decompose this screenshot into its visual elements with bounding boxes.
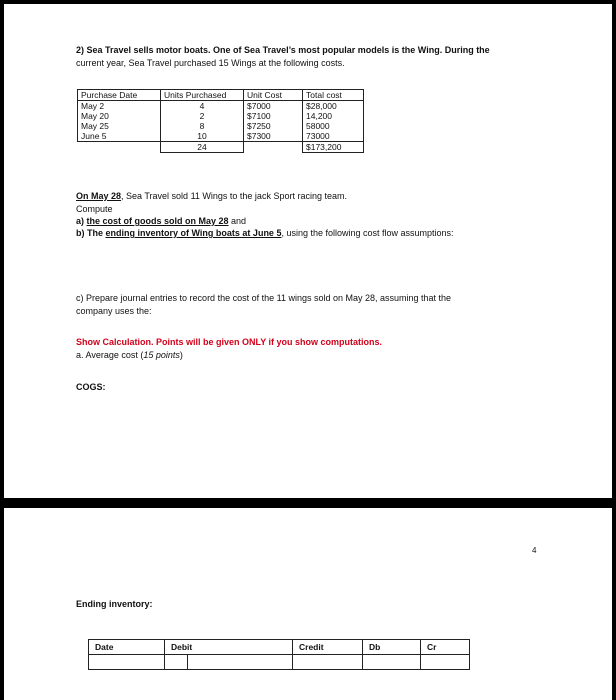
sale-text: , Sea Travel sold 11 Wings to the jack Sport racing team. xyxy=(121,191,347,201)
units-purchased: 2 xyxy=(161,111,244,121)
col-header-total-cost: Total cost xyxy=(303,90,364,101)
cr-cell[interactable] xyxy=(421,655,470,670)
col-header-date: Date xyxy=(89,640,165,655)
grand-total-cost: $173,200 xyxy=(303,142,364,153)
ending-inventory-label: Ending inventory: xyxy=(76,599,153,609)
col-header-db: Db xyxy=(363,640,421,655)
purchase-cost-table xyxy=(77,89,364,153)
unit-cost: $7300 xyxy=(244,131,303,142)
date-cell[interactable] xyxy=(89,655,165,670)
part-c-line-2: company uses the: xyxy=(76,306,152,316)
col-header-cr: Cr xyxy=(421,640,470,655)
col-header-debit: Debit xyxy=(165,640,293,655)
total-cost: $28,000 xyxy=(303,101,364,112)
instruction-text: Show Calculation. Points will be given ONLY if you show computations. xyxy=(76,337,383,347)
purchase-date: June 5 xyxy=(78,131,161,142)
col-header-credit: Credit xyxy=(293,640,363,655)
sale-statement xyxy=(76,191,347,202)
part-a xyxy=(76,216,246,227)
part-a-text: the cost of goods sold on May 28 xyxy=(86,216,229,226)
page-two xyxy=(4,508,612,700)
cogs-label: COGS: xyxy=(76,382,106,392)
total-cost: 73000 xyxy=(303,131,364,142)
purchase-date: May 2 xyxy=(78,101,161,112)
col-header-units-purchased: Units Purchased xyxy=(161,90,244,101)
method-points: 15 points xyxy=(143,350,180,360)
part-b xyxy=(76,228,454,239)
totals-row xyxy=(78,142,364,153)
unit-cost: $7000 xyxy=(244,101,303,112)
col-header-unit-cost: Unit Cost xyxy=(244,90,303,101)
unit-cost: $7250 xyxy=(244,121,303,131)
total-cost: 14,200 xyxy=(303,111,364,121)
sale-date: On May 28 xyxy=(76,191,122,201)
part-c-line-1: c) Prepare journal entries to record the cost of the 11 wings sold on May 28, assuming that the xyxy=(76,293,452,303)
table-row xyxy=(89,655,470,670)
page-one xyxy=(4,4,612,498)
units-purchased: 8 xyxy=(161,121,244,131)
compute-label: Compute xyxy=(76,204,113,214)
unit-cost: $7100 xyxy=(244,111,303,121)
method-line xyxy=(76,350,183,361)
method-close: ) xyxy=(179,350,183,360)
debit-cell[interactable] xyxy=(165,655,293,670)
question-line-1: 2) Sea Travel sells motor boats. One of Sea Travel’s most popular models is the Wing. During the xyxy=(76,45,490,55)
table-row xyxy=(78,121,364,131)
part-b-suffix: , using the following cost flow assumptions: xyxy=(281,228,454,238)
total-cost: 58000 xyxy=(303,121,364,131)
purchase-date: May 25 xyxy=(78,121,161,131)
table-row xyxy=(78,131,364,142)
col-header-purchase-date: Purchase Date xyxy=(78,90,161,101)
part-a-suffix: and xyxy=(228,216,247,226)
method-label: a. Average cost ( xyxy=(76,350,144,360)
part-a-label: a) xyxy=(76,216,85,226)
credit-cell[interactable] xyxy=(293,655,363,670)
journal-entry-table xyxy=(88,639,470,670)
question-line-2: current year, Sea Travel purchased 15 Wings at the following costs. xyxy=(76,58,345,68)
units-purchased: 4 xyxy=(161,101,244,112)
total-units: 24 xyxy=(161,142,244,153)
part-b-text: ending inventory of Wing boats at June 5 xyxy=(105,228,282,238)
db-cell[interactable] xyxy=(363,655,421,670)
part-b-label: b) The xyxy=(76,228,103,238)
purchase-date: May 20 xyxy=(78,111,161,121)
units-purchased: 10 xyxy=(161,131,244,142)
page-number: 4 xyxy=(532,546,537,555)
table-row xyxy=(78,111,364,121)
table-row xyxy=(78,101,364,112)
